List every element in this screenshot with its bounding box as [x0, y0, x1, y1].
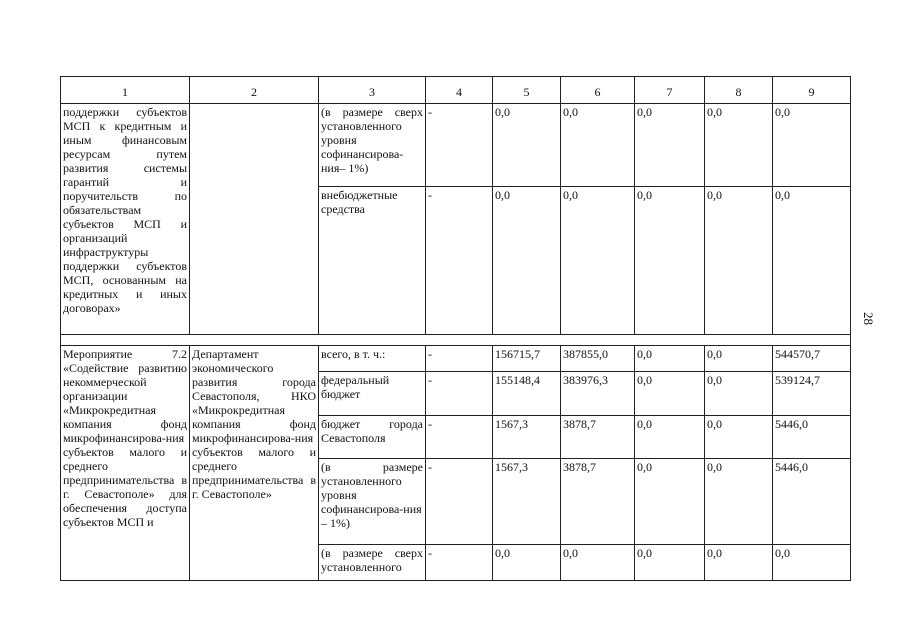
header-cell-5: 5 [493, 77, 561, 104]
value-cell: - [426, 372, 493, 416]
measure-description: Мероприятие 7.2 «Содействие развитию некоммерческой организации «Микрокредитная компания фонд микрофинансирова-ния субъектов малого и среднего предпринимательства в г. Севастополе» для обеспечения доступа субъектов МСП и [61, 346, 190, 581]
value-cell: 3878,7 [561, 416, 635, 459]
value-cell: 0,0 [705, 346, 773, 372]
spacer-cell [61, 335, 851, 346]
value-cell: 0,0 [493, 545, 561, 581]
value-cell: 0,0 [561, 545, 635, 581]
value-cell: 5446,0 [773, 416, 851, 459]
value-cell: 0,0 [493, 104, 561, 187]
value-cell: 0,0 [773, 187, 851, 335]
value-cell: 0,0 [635, 545, 705, 581]
measure-description: поддержки субъектов МСП к кредитным и иным финансовым ресурсам путем развития системы гарантий и поручительств по обязательствам субъектов МСП и организаций инфраструктуры поддержки субъектов МСП, основанным на кредитных и иных договорах» [61, 104, 190, 335]
value-cell: 0,0 [705, 187, 773, 335]
value-cell: 383976,3 [561, 372, 635, 416]
value-cell: - [426, 545, 493, 581]
value-cell: 0,0 [705, 104, 773, 187]
value-cell: 0,0 [561, 187, 635, 335]
value-cell: 0,0 [493, 187, 561, 335]
value-cell: - [426, 416, 493, 459]
value-cell: 544570,7 [773, 346, 851, 372]
value-cell: 155148,4 [493, 372, 561, 416]
spacer-row [61, 335, 851, 346]
header-cell-4: 4 [426, 77, 493, 104]
value-cell: 0,0 [773, 104, 851, 187]
value-cell: 3878,7 [561, 459, 635, 545]
value-cell: 0,0 [705, 545, 773, 581]
value-cell: - [426, 187, 493, 335]
value-cell: 539124,7 [773, 372, 851, 416]
value-cell: 1567,3 [493, 416, 561, 459]
value-cell: 387855,0 [561, 346, 635, 372]
value-cell: 0,0 [635, 346, 705, 372]
value-cell: 5446,0 [773, 459, 851, 545]
value-cell: 0,0 [705, 416, 773, 459]
budget-table [60, 76, 851, 581]
header-cell-8: 8 [705, 77, 773, 104]
header-cell-7: 7 [635, 77, 705, 104]
value-cell: 0,0 [635, 372, 705, 416]
header-cell-1: 1 [61, 77, 190, 104]
value-cell: - [426, 104, 493, 187]
value-cell: 0,0 [635, 187, 705, 335]
funding-source: (в размере установленного уровня софинансирова-ния – 1%) [319, 459, 426, 545]
funding-source: всего, в т. ч.: [319, 346, 426, 372]
header-cell-6: 6 [561, 77, 635, 104]
value-cell: 0,0 [635, 459, 705, 545]
page-number: 28 [861, 312, 876, 325]
header-cell-3: 3 [319, 77, 426, 104]
funding-source: (в размере сверх установленного уровня софинансирова-ния– 1%) [319, 104, 426, 187]
value-cell: - [426, 459, 493, 545]
value-cell: 0,0 [705, 459, 773, 545]
funding-source: бюджет города Севастополя [319, 416, 426, 459]
value-cell: 1567,3 [493, 459, 561, 545]
executor-cell [190, 104, 319, 335]
funding-source: внебюджетные средства [319, 187, 426, 335]
table-row [61, 346, 851, 372]
value-cell: - [426, 346, 493, 372]
value-cell: 0,0 [705, 372, 773, 416]
value-cell: 0,0 [635, 416, 705, 459]
table-row [61, 104, 851, 187]
header-row [61, 77, 851, 104]
header-cell-2: 2 [190, 77, 319, 104]
funding-source: (в размере сверх установленного [319, 545, 426, 581]
value-cell: 0,0 [773, 545, 851, 581]
value-cell: 0,0 [561, 104, 635, 187]
value-cell: 156715,7 [493, 346, 561, 372]
funding-source: федеральный бюджет [319, 372, 426, 416]
value-cell: 0,0 [635, 104, 705, 187]
header-cell-9: 9 [773, 77, 851, 104]
executor-cell: Департамент экономического развития города Севастополя, НКО «Микрокредитная компания фонд микрофинансирова-ния субъектов малого и среднего предпринимательства в г. Севастополе» [190, 346, 319, 581]
